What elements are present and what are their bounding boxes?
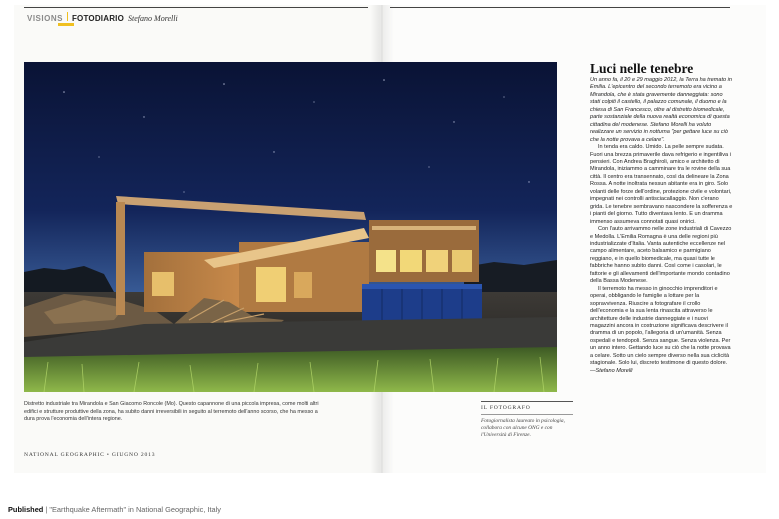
published-text: | "Earthquake Aftermath" in National Geographic, Italy [45, 505, 221, 514]
subsection-name: FOTODIARIO [71, 14, 125, 23]
fotografo-title: IL FOTOGRAFO [481, 405, 531, 411]
magazine-spread [14, 5, 766, 473]
photo-caption: Distretto industriale tra Mirandola e San Giacomo Roncole (Mo). Questo capannone di una piccola impresa, come molti altri edifici e strutture produttive della zona, ha subito danni irreversibili in seguito al terremoto dell'anno scorso, che ha messo a dura prova l'economia dell'intera regione. [24, 401, 319, 423]
article [577, 61, 734, 375]
article-paragraph: Con l'auto arrivammo nelle zone industriali di Cavezzo e Medolla. L'Emilia Romagna è una delle regioni più industrializzate d'Italia. Vanta autentiche eccellenze nel campo alimentare, aceto balsamico e parmigiano reggiano, e in quello biomedicale, ma quasi tutte le fabbriche hanno subito danni. Così come i casolari, le fattorie e gli allevamenti dell'importante mondo contadino della Bassa Modenese. [590, 226, 732, 285]
fotografo-rule-bottom [481, 414, 573, 415]
article-signature: —Stefano Morelli [590, 367, 633, 374]
fotografo-rule [481, 401, 573, 402]
article-paragraph: In tenda era caldo. Umido. La pelle sempre sudata. Fuori una brezza primaverile dava refrigerio e ingentiliva i pensieri. Con Andrea Braghiroli, amico e architetto di Mirandola, iniziammo a camminare tra le rovine della sua città. Il centro era transennato, così da delineare la Zona Rossa. A notte inoltrata nessun abitante era in giro. Solo volanti delle forze dell'ordine, protezione civile e volontari, impegnati nei controlli antisciacallaggio. Non c'erano grida. Le tenebre sembravano nascondere la sofferenza e i pianti del giorno. Tutto diventava lento. E un dramma immenso assumeva connotati quasi onirici. [590, 144, 733, 225]
photo-industrial-building-night [24, 62, 557, 392]
published-label: Published [8, 505, 44, 514]
section-separator [67, 12, 68, 21]
top-rule-right [390, 7, 730, 8]
fotografo-bio: Fotogiornalista laureato in psicologia, collabora con alcune ONG e con l'Università di Firenze. [481, 418, 565, 438]
published-credit [8, 505, 221, 514]
article-paragraph-text: Il terremoto ha messo in ginocchio imprenditori e operai, obbligando le famiglie a lottare per la sopravvivenza. Riuscire a fotografare il crollo dell'economia e la sua lenta rinascita attraverso le architetture delle industrie danneggiate e i nuovi magazzini ancora in costruzione significava descrivere il dramma di un popolo, l'allegoria di un'umanità. Senza ospedali e tendopoli. Senza sangue. Senza violenza. Per un anno intero. Gettando luce su ciò che la notte provava a celare. Sotto un cielo sempre diverso nella sua ciclicità stagionale. Solo lui, discreto testimone di questo dolore. [590, 285, 731, 367]
section-name: VISIONS [27, 14, 63, 23]
section-tag-bar [58, 23, 74, 26]
article-paragraph [590, 286, 734, 375]
article-lead: Un anno fa, il 20 e 29 maggio 2012, la Terra ha tremato in Emilia. L'epicentro del secondo terremoto era vicino a Mirandola, che è stata gravemente danneggiata: sono stati colpiti il castello, il palazzo comunale, il duomo e la chiesa di San Francesco, oltre al distretto biomedicale, parte sostanziale della nuova realtà economica di questa cittadina del modenese. Stefano Morelli ha voluto realizzare un servizio in notturna "per gettare luce su ciò che la notte provava a celare". [590, 77, 732, 143]
top-rule-left [24, 7, 368, 8]
article-title: Luci nelle tenebre [590, 61, 694, 76]
magazine-footer: NATIONAL GEOGRAPHIC • GIUGNO 2013 [24, 452, 156, 458]
header-author: Stefano Morelli [128, 14, 178, 23]
section-header [27, 12, 178, 26]
